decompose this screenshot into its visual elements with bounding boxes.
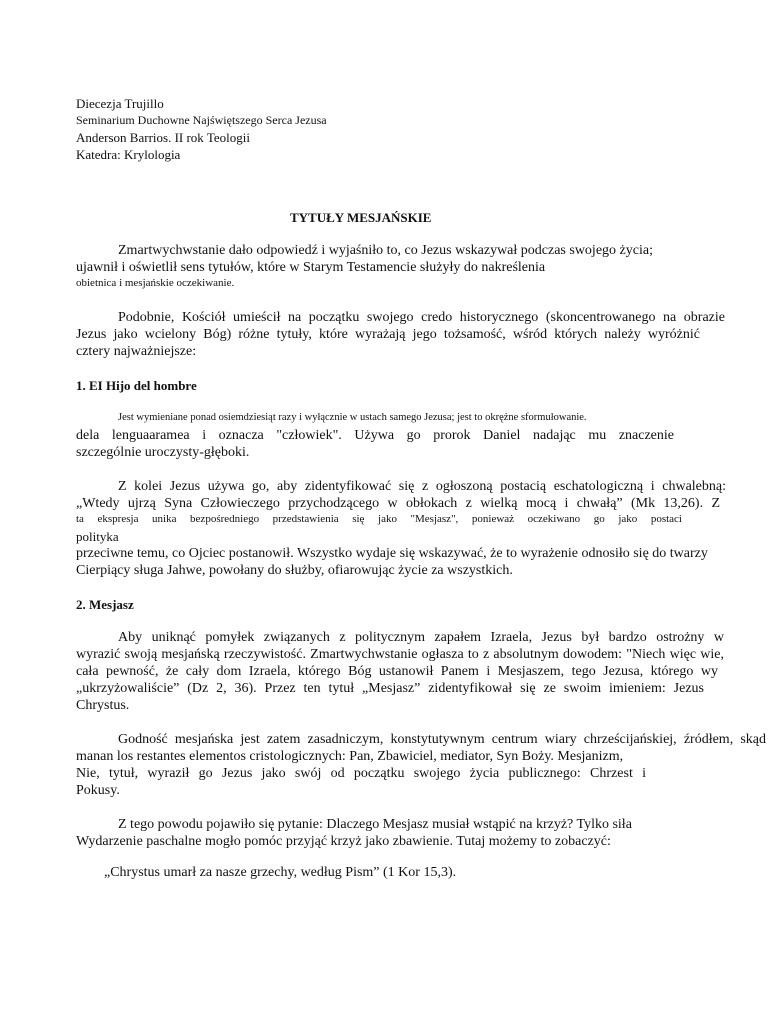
intro-p2-line-2: Jezus jako wcielony Bóg) różne tytuły, które wyrażają jego tożsamość, wśród których należy wyróżnić — [76, 327, 700, 342]
section-1-heading: 1. EI Hijo del hombre — [76, 378, 197, 393]
section-2-heading: 2. Mesjasz — [76, 597, 134, 612]
section-2-p3-line-2: Wydarzenie paschalne mogło pomóc przyjąć krzyż jako zbawienie. Tutaj możemy to zobaczyć: — [76, 834, 611, 849]
section-1-p2-line-3: ta ekspresja unika bezpośredniego przedstawienia się jako "Mesjasz", ponieważ oczekiwano go jako postaci — [76, 513, 682, 525]
section-1-p1-line-3: szczególnie uroczysty-głęboki. — [76, 445, 250, 460]
section-1-p2-line-1: Z kolei Jezus używa go, aby zidentyfikować się z ogłoszoną postacią eschatologiczną i chwalebną: — [118, 479, 726, 494]
section-1-p2-line-5: przeciwne temu, co Ojciec postanowił. Wszystko wydaje się wskazywać, że to wyrażenie odnosiło się do twarzy — [76, 546, 708, 561]
section-1-p2-line-6: Cierpiący sługa Jahwe, powołany do służby, ofiarowując życie za wszystkich. — [76, 563, 513, 578]
intro-p2-line-3: cztery najważniejsze: — [76, 344, 197, 359]
seminary-line: Seminarium Duchowne Najświętszego Serca Jezusa — [76, 113, 327, 127]
intro-p1-line-1: Zmartwychwstanie dało odpowiedź i wyjaśniło to, co Jezus wskazywał podczas swojego życia; — [118, 243, 653, 258]
section-1-p2-line-2: „Wtedy ujrzą Syna Człowieczego przychodzącego w obłokach z wielką mocą i chwałą” (Mk 13,26). Z — [76, 496, 720, 511]
section-2-p3-line-1: Z tego powodu pojawiło się pytanie: Dlaczego Mesjasz musiał wstąpić na krzyż? Tylko siła — [118, 817, 632, 832]
section-2-p1-line-3: cała pewność, że cały dom Izraela, którego Bóg ustanowił Panem i Mesjaszem, tego Jezusa, którego wy — [76, 664, 718, 679]
section-2-p1-line-1: Aby uniknąć pomyłek związanych z politycznym zapałem Izraela, Jezus był bardzo ostrożny w — [118, 630, 724, 645]
section-2-p1-line-4: „ukrzyżowaliście” (Dz 2, 36). Przez ten tytuł „Mesjasz” zidentyfikował się ze swoim imieniem: Jezus — [76, 681, 704, 696]
section-2-p2-line-3: Nie, tytuł, wyraził go Jezus jako swój od początku swojego życia publicznego: Chrzest i — [76, 766, 646, 781]
list-item — [98, 866, 456, 880]
section-1-p1-line-2: dela lenguaaramea i oznacza "człowiek". Używa go prorok Daniel nadając mu znaczenie — [76, 428, 674, 443]
chair-line: Katedra: Krylologia — [76, 147, 181, 162]
author-line: Anderson Barrios. II rok Teologii — [76, 130, 250, 145]
section-2-p1-line-2: wyrazić swoją mesjańską rzeczywistość. Zmartwychwstanie ogłasza to z absolutnym dowodem: "Niech więc wie, — [76, 647, 724, 662]
page-title: TYTUŁY MESJAŃSKIE — [290, 210, 432, 225]
diocese-line: Diecezja Trujillo — [76, 96, 164, 111]
section-2-p2-line-2: manan los restantes elementos cristologicznych: Pan, Zbawiciel, mediator, Syn Boży. Mesjanizm, — [76, 749, 624, 764]
section-2-p1-line-5: Chrystus. — [76, 698, 130, 713]
section-2-p2-line-1: Godność mesjańska jest zatem zasadniczym, konstytutywnym centrum wiary chrześcijańskiej, źródłem, skąd — [118, 732, 766, 747]
intro-p2-line-1: Podobnie, Kościół umieścił na początku swojego credo historycznego (skoncentrowanego na obrazie — [118, 310, 725, 325]
section-1-p2-line-4: polityka — [76, 529, 119, 544]
bullet-text: „Chrystus umarł za nasze grzechy, według Pism” (1 Kor 15,3). — [104, 865, 457, 880]
intro-p1-line-2: ujawnił i oświetlił sens tytułów, które w Starym Testamencie służyły do nakreślenia — [76, 260, 546, 275]
intro-p1-line-3: obietnica i mesjańskie oczekiwanie. — [76, 277, 235, 289]
section-2-p2-line-4: Pokusy. — [76, 783, 120, 798]
section-1-p1-line-1: Jest wymieniane ponad osiemdziesiąt razy i wyłącznie w ustach samego Jezusa; jest to okrężne sformułowanie. — [118, 412, 587, 423]
